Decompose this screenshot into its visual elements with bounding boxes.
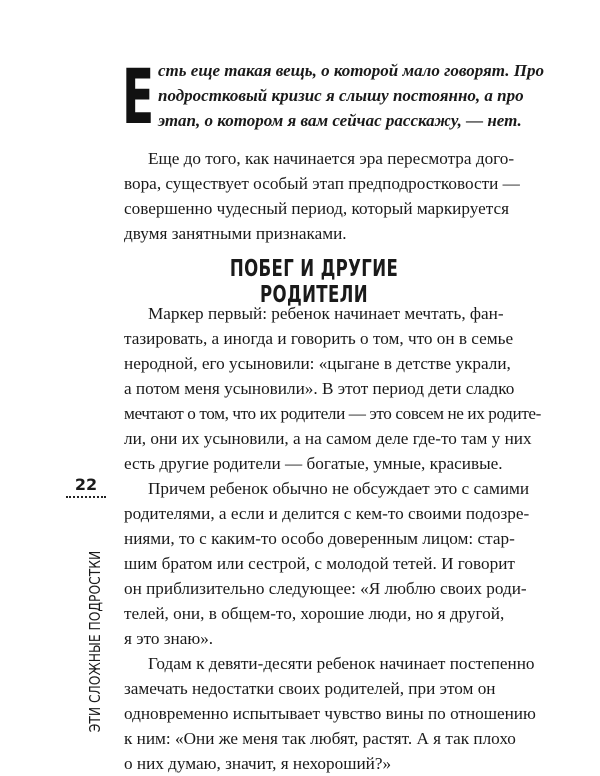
paragraph-age-nine-ten [124,651,536,776]
text-line: мечтают о том, что их родители — это совсем не их родите- [124,404,541,423]
paragraph-pre-adolescence [124,146,520,246]
text-line: неродной, его усыновили: «цыгане в детстве украли, [124,354,511,373]
text-line: он приблизительно следующее: «Я люблю своих роди- [124,579,527,598]
paragraph-marker-one [124,301,541,476]
text-line: двумя занятными признаками. [124,224,347,243]
text-line: совершенно чудесный период, который маркируется [124,199,509,218]
text-line: ли, они их усыновили, а на самом деле где-то там у них [124,429,532,448]
text-line: есть другие родители — богатые, умные, красивые. [124,454,503,473]
running-head [86,511,104,732]
page-number: 22 [74,475,98,494]
text-line: Еще до того, как начинается эра пересмотра дого- [148,149,515,168]
text-line: одновременно испытывает чувство вины по отношению [124,704,536,723]
intro-line: сть еще такая вещь, о которой мало говорят. Про [158,61,544,80]
text-line: Причем ребенок обычно не обсуждает это с самими [148,479,530,498]
text-line: ниями, то с каким-то особо доверенным лицом: стар- [124,529,515,548]
dotted-divider [66,496,106,498]
text-line: а потом меня усыновили». В этот период дети сладко [124,379,515,398]
text-line: замечать недостатки своих родителей, при этом он [124,679,496,698]
text-line: я это знаю». [124,629,214,648]
text-line: к ним: «Они же меня так любят, растят. А я так плохо [124,729,516,748]
running-head-text: ЭТИ СЛОЖНЫЕ ПОДРОСТКИ [86,550,104,733]
intro-line: этап, о котором я вам сейчас расскажу, — нет. [158,111,522,130]
paragraph-confiding [124,476,530,651]
text-line: телей, они, в общем-то, хорошие люди, но я другой, [124,604,505,623]
text-line: вора, существует особый этап предподростковости — [124,174,520,193]
intro-paragraph [158,58,544,133]
text-line: Годам к девяти-десяти ребенок начинает постепенно [148,654,535,673]
text-line: шим братом или сестрой, с молодой тетей. И говорит [124,554,515,573]
text-line: родителями, а если и делится с кем-то своими подозре- [124,504,530,523]
drop-cap: Е [122,52,155,141]
intro-line: подростковый кризис я слышу постоянно, а про [158,86,524,105]
text-line: Маркер первый: ребенок начинает мечтать, фан- [148,304,504,323]
section-heading-text: ПОБЕГ И ДРУГИЕ РОДИТЕЛИ [229,256,399,308]
text-line: о них думаю, значит, я нехороший?» [124,754,392,773]
text-line: тазировать, а иногда и говорить о том, что он в семье [124,329,514,348]
